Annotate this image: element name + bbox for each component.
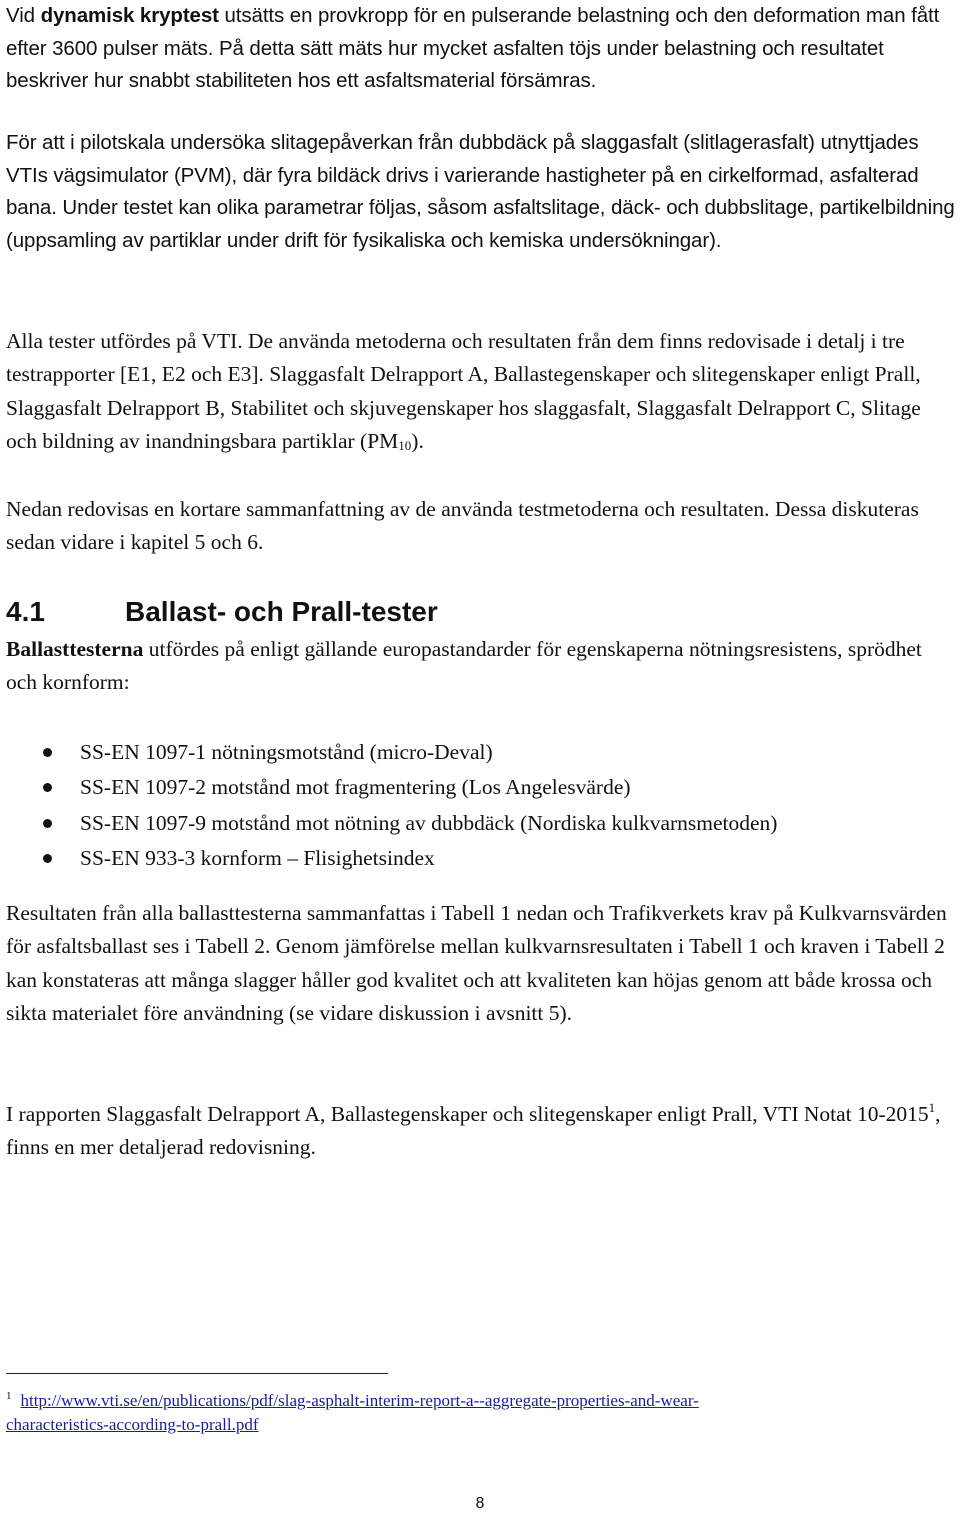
bullet-icon — [43, 819, 52, 828]
list-item-text: SS-EN 933-3 kornform – Flisighetsindex — [80, 845, 435, 870]
footnote-link-line-2[interactable]: characteristics-according-to-prall.pdf — [6, 1415, 259, 1434]
paragraph-text: ). — [411, 428, 424, 453]
footnote-link-line-1[interactable]: http://www.vti.se/en/publications/pdf/slag-asphalt-interim-report-a--aggregate-properties-and-wear- — [20, 1391, 699, 1410]
list-item — [0, 806, 777, 841]
paragraph-results: Resultaten från alla ballasttesterna sammanfattas i Tabell 1 nedan och Trafikverkets krav på Kulkvarnsvärden för asfaltsballast ses i Tabell 2. Genom jämförelse mellan kulkvarnsresultaten i Tabell 1 och kraven i Tabell 2 kan konstateras att många slagger håller god kvalitet och att kvaliteten kan höjas genom att både krossa och sikta materialet före användning (se vidare diskussion i avsnitt 5). — [6, 901, 947, 1025]
footnote — [6, 1389, 699, 1437]
standards-list — [0, 735, 777, 876]
footnote-separator — [6, 1373, 388, 1374]
paragraph-dynamic-creep-test — [6, 0, 956, 98]
footnote-link[interactable] — [6, 1391, 699, 1434]
footnote-reference[interactable]: 1 — [928, 1100, 936, 1115]
list-item-text: SS-EN 1097-2 motstånd mot fragmentering (Los Angelesvärde) — [80, 775, 631, 800]
bold-term-dynamic-creep: dynamisk kryptest — [40, 4, 219, 27]
paragraph-text: Alla tester utfördes på VTI. De använda metoderna och resultaten från dem finns redovisade i detalj i tre testrapporter [E1, E2 och E3]. Slaggasfalt Delrapport A, Ballastegenskaper och slitegenskaper enligt Prall, Slaggasfalt Delrapport B, Stabilitet och skjuvegenskaper hos slaggasfalt, Slaggasfalt Delrapport C, Slitage och bildning av inandningsbara partiklar (PM — [6, 329, 921, 453]
bold-term-ballasttesterna: Ballasttesterna — [6, 637, 144, 661]
paragraph-summary-intro: Nedan redovisas en kortare sammanfattning av de använda testmetoderna och resultaten. Dessa diskuteras sedan vidare i kapitel 5 och 6. — [6, 497, 919, 555]
bullet-icon — [43, 748, 52, 757]
paragraph-ballast-tests — [6, 633, 956, 700]
footnote-mark: 1 — [6, 1390, 12, 1402]
list-item — [0, 841, 777, 876]
subscript-pm10: 10 — [398, 437, 412, 453]
list-item — [0, 735, 777, 770]
paragraph-test-reports — [6, 325, 956, 458]
paragraph-pvm-simulator: För att i pilotskala undersöka slitagepåverkan från dubbdäck på slaggasfalt (slitlagerasfalt) utnyttjades VTIs vägsimulator (PVM), där fyra bildäck drivs i varierande hastigheter på en cirkelformad, asfalterad bana. Under testet kan olika parametrar följas, såsom asfaltslitage, däck- och dubbslitage, partikelbildning (uppsamling av partiklar under drift för fysikaliska och kemiska undersökningar). — [6, 131, 955, 252]
page-number: 8 — [475, 1495, 485, 1512]
paragraph-text: , finns en mer detaljerad redovisning. — [6, 1102, 941, 1160]
paragraph-text: I rapporten Slaggasfalt Delrapport A, Ballastegenskaper och slitegenskaper enligt Prall, VTI Notat 10-2015 — [6, 1102, 929, 1126]
section-heading — [6, 594, 438, 630]
paragraph-text: Vid — [6, 4, 41, 27]
paragraph-text: utfördes på enligt gällande europastandarder för egenskaperna nötningsresistens, sprödhet och kornform: — [6, 637, 922, 695]
bullet-icon — [43, 783, 52, 792]
list-item-text: SS-EN 1097-1 nötningsmotstånd (micro-Deval) — [80, 740, 493, 764]
paragraph-text: utsätts en provkropp för en pulserande belastning och den deformation man fått efter 3600 pulser mäts. På detta sätt mäts hur mycket asfalten töjs under belastning och resultatet beskriver hur snabbt stabiliteten hos ett asfaltsmaterial försämras. — [6, 4, 940, 92]
list-item-text: SS-EN 1097-9 motstånd mot nötning av dubbdäck (Nordiska kulkvarnsmetoden) — [80, 810, 778, 835]
list-item — [0, 770, 777, 805]
paragraph-report-reference — [6, 1098, 956, 1165]
section-title: Ballast- och Prall-tester — [125, 596, 438, 627]
section-number: 4.1 — [6, 596, 45, 627]
bullet-icon — [43, 854, 52, 863]
